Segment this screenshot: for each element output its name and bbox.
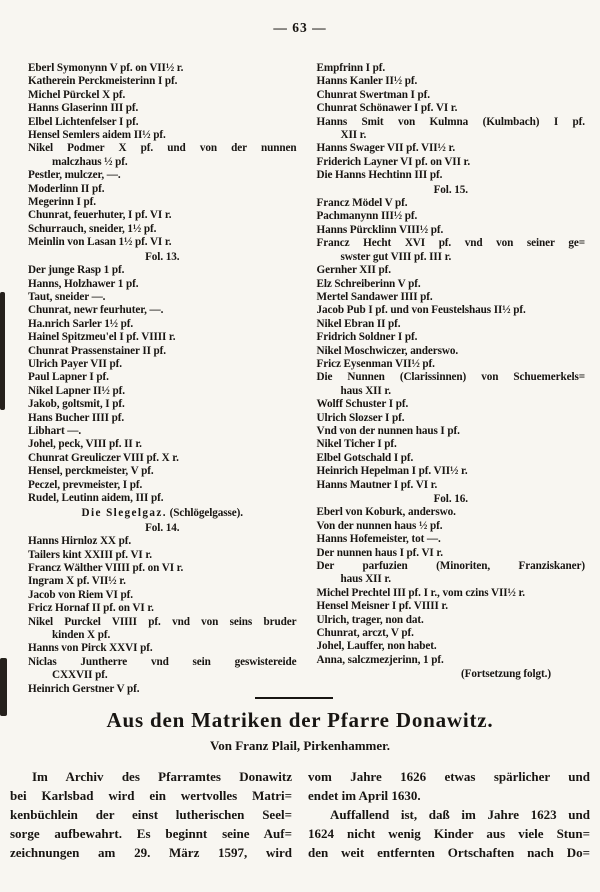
register-entry: Hanns Smit von Kulmna (Kulmbach) I pf. (316, 115, 585, 128)
register-entry: Pestler, mulczer, —. (28, 169, 121, 182)
register-entry: Paul Lapner I pf. (28, 371, 109, 384)
article-title: Aus den Matriken der Pfarre Donawitz. (106, 708, 494, 732)
register-entry: Chunrat Schönawer I pf. VI r. (316, 102, 458, 115)
street-subheading: Die Slegelgaz. (Schlögelgasse). (81, 507, 243, 520)
register-entry: Ulrich, trager, non dat. (316, 613, 424, 626)
article-body-line: den weit entfernten Ortschaften nach Do= (308, 845, 590, 860)
register-entry: Chunrat Swertman I pf. (316, 88, 430, 101)
article-body-line: sorge aufbewahrt. Es beginnt seine Auf= (10, 826, 292, 841)
article-column-right (308, 767, 590, 862)
register-entry: Anna, salczmezjerinn, 1 pf. (316, 653, 444, 666)
article-body-line: zeichnungen am 29. März 1597, wird (10, 845, 292, 860)
register-entry: Elbel Gotschald I pf. (316, 451, 414, 464)
register-entry: Gernher XII pf. (316, 264, 391, 277)
register-entry: Rudel, Leutinn aidem, III pf. (28, 492, 164, 504)
article-body-line: Im Archiv des Pfarramtes Donawitz (32, 769, 292, 784)
register-entry: Der parfuzien (Minoriten, Franziskaner) (316, 560, 585, 573)
register-entry: Nikel Ebran II pf. (316, 317, 401, 330)
article-body-line: vom Jahre 1626 etwas spärlicher und (308, 769, 590, 784)
folio-heading: Fol. 13. (145, 250, 180, 263)
article-column-left (10, 767, 292, 862)
register-entry: Hensel Meisner I pf. VIIII r. (316, 600, 448, 613)
register-entry: Hanns Swager VII pf. VII½ r. (316, 142, 456, 155)
register-entry: Empfrinn I pf. (316, 62, 386, 74)
left-column (28, 62, 297, 696)
article-byline: Von Franz Plail, Pirkenhammer. (210, 738, 390, 753)
register-entry: Hanns Kanler II½ pf. (316, 75, 418, 88)
register-entry: Eberl Symonynn V pf. on VII½ r. (28, 62, 184, 74)
register-entry: Hanns, Holzhawer 1 pf. (28, 277, 139, 290)
article-body-line: kenbüchlein der einst lutherischen Seel= (10, 807, 292, 822)
register-entry: Katherein Perckmeisterinn I pf. (28, 75, 178, 88)
register-entry: Ingram X pf. VII½ r. (28, 575, 126, 588)
register-entry: Niclas Juntherre vnd sein geswistereide (28, 655, 297, 668)
register-entry: Tailers kint XXIII pf. VI r. (28, 548, 152, 561)
register-entry: Jakob, goltsmit, I pf. (28, 398, 125, 411)
article-section (0, 697, 600, 862)
register-entry: Francz Wälther VIIII pf. on VI r. (28, 562, 184, 575)
register-entry-continuation: haus XII r. (340, 573, 391, 586)
register-entry: Moderlinn II pf. (28, 182, 105, 195)
register-entry: Jacob von Riem VI pf. (28, 588, 133, 601)
article-body-line: 1624 nicht wenig Kinder aus viele Stun= (308, 826, 590, 841)
register-entry: Mertel Sandawer IIII pf. (316, 290, 433, 303)
folio-heading: Fol. 14. (145, 521, 180, 534)
register-entry-continuation: malczhaus ½ pf. (52, 155, 128, 168)
folio-heading: Fol. 16. (433, 493, 468, 505)
register-entry: Chunrat, feuerhuter, I pf. VI r. (28, 209, 172, 222)
register-entry-continuation: swster gut VIII pf. III r. (340, 250, 452, 263)
section-divider-rule (255, 697, 333, 699)
register-entry: Der nunnen haus I pf. VI r. (316, 546, 443, 559)
register-entry: Jacob Pub I pf. und von Feustelshaus II½ pf. (316, 304, 526, 317)
scan-artifact (0, 292, 5, 410)
register-entry: Heinrich Hepelman I pf. VII½ r. (316, 465, 468, 478)
register-entry: Chunrat, newr feurhuter, —. (28, 304, 164, 317)
register-entry: Nikel Podmer X pf. und von der nunnen (28, 142, 297, 155)
article-body-line: Auffallend ist, daß im Jahre 1623 und (330, 807, 590, 822)
register-entry: Nikel Lapner II½ pf. (28, 384, 125, 397)
register-entry: Nikel Moschwiczer, anderswo. (316, 344, 459, 357)
register-entry: Chunrat Prassenstainer II pf. (28, 344, 166, 357)
register-entry: Libhart —. (28, 424, 82, 437)
page-number: — 63 — (273, 20, 327, 35)
register-entry: Johel, peck, VIII pf. II r. (28, 438, 142, 451)
register-entry: Die Hanns Hechtinn III pf. (316, 169, 443, 182)
register-entry: Chunrat, arczt, V pf. (316, 627, 414, 640)
register-entry: Ulrich Payer VII pf. (28, 357, 122, 370)
right-column (317, 62, 586, 696)
register-entry: Ulrich Slozser I pf. (316, 411, 405, 424)
register-entry: Hanns Hirnloz XX pf. (28, 535, 132, 548)
register-entry: Wolff Schuster I pf. (316, 398, 409, 411)
register-entry: Hans Bucher IIII pf. (28, 411, 125, 424)
register-entry: Fricz Hornaf II pf. on VI r. (28, 602, 154, 615)
register-entry: Hanns von Pirck XXVI pf. (28, 642, 153, 655)
article-body-line: bei Karlsbad wird ein wertvolles Matri= (10, 788, 292, 803)
register-entry: Elbel Lichtenfelser I pf. (28, 115, 139, 128)
register-entry: Hensel, perckmeister, V pf. (28, 465, 154, 478)
register-entry: Johel, Lauffer, non habet. (316, 640, 437, 653)
register-entry: Megerinn I pf. (28, 196, 96, 209)
folio-heading: Fol. 15. (433, 183, 468, 196)
register-entry: Hanns Glaserinn III pf. (28, 102, 139, 115)
register-entry: Hanns Mautner I pf. VI r. (316, 478, 438, 491)
register-entry: Meinlin von Lasan 1½ pf. VI r. (28, 236, 172, 249)
register-entry: Hensel Semlers aidem II½ pf. (28, 129, 166, 142)
register-entry: Michel Prechtel III pf. I r., vom czins VII½ r. (316, 586, 525, 599)
register-entry: Friderich Layner VI pf. on VII r. (316, 155, 471, 168)
register-entry: Vnd von der nunnen haus I pf. (316, 424, 460, 437)
register-entry: Chunrat Greuliczer VIII pf. X r. (28, 451, 179, 464)
register-entry: Ha.nrich Sarler 1½ pf. (28, 317, 134, 330)
article-body (10, 767, 590, 862)
register-entry: Hanns Pürcklinn VIII½ pf. (316, 223, 444, 236)
register-entry: Eberl von Koburk, anderswo. (316, 506, 456, 519)
register-entry-continuation: kinden X pf. (52, 629, 111, 642)
register-entry: Peczel, prevmeister, I pf. (28, 478, 143, 491)
register-entry: Pachmanynn III½ pf. (316, 210, 418, 223)
register-entry-continuation: CXXVII pf. (52, 669, 108, 682)
register-entry: Hanns Hofemeister, tot —. (316, 533, 441, 546)
register-entry: Fricz Eysenman VII½ pf. (316, 357, 435, 370)
continuation-note: (Fortsetzung folgt.) (461, 668, 551, 681)
register-entry: Elz Schreiberinn V pf. (316, 277, 421, 290)
register-entry: Francz Mödel V pf. (316, 197, 408, 210)
register-entry: Nikel Ticher I pf. (316, 438, 397, 451)
register-entry: Schurrauch, sneider, 1½ pf. (28, 222, 157, 235)
article-body-line: endet im April 1630. (308, 788, 421, 803)
register-entry: Nikel Purckel VIIII pf. vnd von seins bruder (28, 615, 297, 628)
register-entry: Michel Pürckel X pf. (28, 88, 126, 101)
register-entry: Heinrich Gerstner V pf. (28, 682, 140, 695)
register-entry: Die Nunnen (Clarissinnen) von Schuemerkels= (316, 371, 585, 384)
register-entry-continuation: XII r. (340, 129, 367, 142)
register-entry: Fridrich Soldner I pf. (316, 331, 418, 344)
register-entry-continuation: haus XII r. (340, 384, 391, 397)
register-entry: Von der nunnen haus ½ pf. (316, 519, 443, 532)
register-entry: Der junge Rasp 1 pf. (28, 264, 125, 277)
register-entry: Francz Hecht XVI pf. vnd von seiner ge= (316, 237, 585, 250)
register-entry: Hainel Spitzmeu'el I pf. VIIII r. (28, 331, 176, 344)
register-columns (28, 62, 585, 696)
register-entry: Taut, sneider —. (28, 290, 106, 303)
